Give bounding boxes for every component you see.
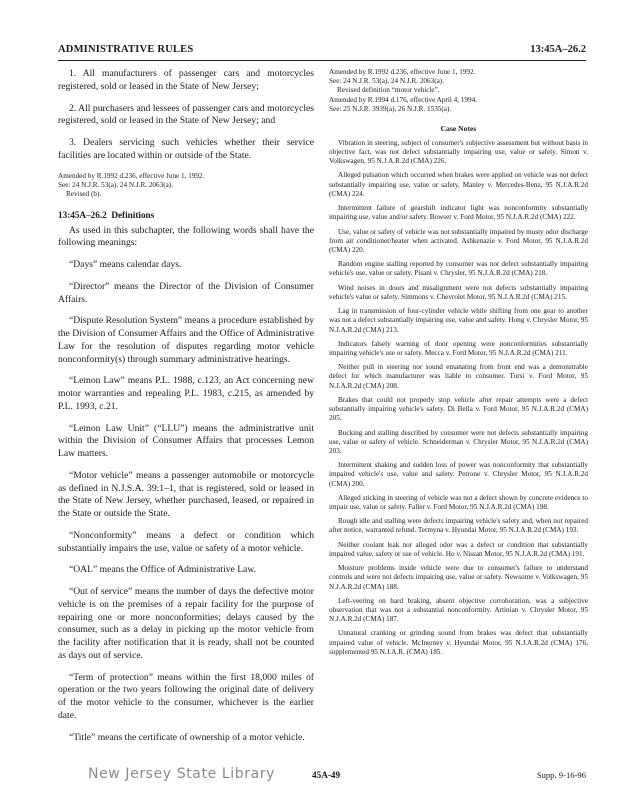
history-line: Amended by R.1992 d.236, effective June 1, 1992.	[58, 171, 205, 180]
case-note: Wind noises in doors and misalignment were not defects substantially impairing vehicle's value or safety. Simmons v. Chevrolet Motor, 95 N.J.A.R.2d (CMA) 215.	[329, 283, 588, 301]
definition: “Director” means the Director of the Division of Consumer Affairs.	[58, 280, 314, 305]
case-note: Brakes that could not properly stop vehicle after repair attempts were a defect substantially impairing vehicle's safety. Di Bella v. Ford Motor, 95 N.J.A.R.2d (CMA) 205.	[329, 395, 588, 423]
history-line: See: 24 N.J.R. 53(a), 24 N.J.R. 2063(a).	[329, 77, 444, 86]
definition: “Term of protection” means within the first 18,000 miles of operation or the two years following the original date of delivery of the motor vehicle to the consumer, whichever is the earlier date.	[58, 671, 314, 721]
definition: “Lemon Law Unit” (“LLU”) means the administrative unit within the Division of Consumer Affairs that processes Lemon Law matters.	[58, 422, 314, 460]
header-section-number: 13:45A–26.2	[530, 44, 586, 55]
case-note: Indicators falsely warning of door opening were nonconformities substantially impairing vehicle's use or safety. Mecca v. Ford Motor, 95 N.J.A.R.2d (CMA) 211.	[329, 339, 588, 357]
history-line: Revised (b).	[66, 189, 102, 198]
section-number: 13:45A–26.2	[58, 209, 107, 220]
case-note: Random engine stalling reported by consumer was not defect substantially impairing vehicle's use, value or safety. Pisani v. Chrysler, 95 N.J.A.R.2d (CMA) 218.	[329, 260, 588, 278]
definition: “Days” means calendar days.	[69, 259, 182, 271]
section-intro: As used in this subchapter, the following words shall have the following meanings:	[58, 224, 314, 249]
case-notes-heading: Case Notes	[440, 124, 477, 134]
supplement-date: Supp. 9-16-96	[536, 770, 586, 780]
definition: “Dispute Resolution System” means a procedure established by the Division of Consumer Affairs and the Office of Administrative Law for the resolution of disputes regarding motor vehicle nonconformity(s) through summary administrative hearings.	[58, 315, 314, 365]
library-stamp: New Jersey State Library	[88, 766, 275, 782]
header-title: ADMINISTRATIVE RULES	[58, 44, 194, 55]
case-note: Unnatural cranking or grinding sound from brakes was defect that substantially impaired value of vehicle. McInerney v. Hyundai Motor, 95 N.J.A.R.2d (CMA) 176, supplemented 95 N.J.A.R. (CMA) 185.	[329, 629, 588, 656]
list-item: 2. All purchasers and lessees of passenger cars and motorcycles registered, sold or leased in the State of New Jersey; and	[58, 102, 314, 127]
list-item: 3. Dealers servicing such vehicles whether their service facilities are located within or outside of the State.	[58, 137, 314, 161]
case-note: Lag in transmission of four-cylinder vehicle while shifting from one gear to another was not a defect substantially impairing use, value and safety. Hong v. Chrysler Motor, 95 N.J.A.R.2d (CMA) 213.	[329, 307, 588, 334]
history-note	[58, 172, 314, 199]
history-line: See: 24 N.J.R. 53(a), 24 N.J.R. 2063(a).	[58, 180, 173, 189]
section-heading	[58, 209, 314, 221]
case-note: Use, value or safety of vehicle was not substantially impaired by musty odor discharge from air conditioner/heater when activated. Ashkenazie v. Ford Motor, 95 N.J.A.R.2d (CMA) 220.	[329, 227, 588, 254]
case-note: Vibration in steering, subject of consumer's subjective assessment but without basis in objective fact, was not defect substantially impairing use, value or safety. Simon v. Volkswagen, 95 N.J.A.R.2d (CMA) 226.	[329, 138, 588, 166]
history-line: Revised definition “motor vehicle”.	[337, 86, 440, 95]
right-column	[329, 68, 588, 662]
left-column	[58, 68, 314, 753]
definition: “Lemon Law” means P.L. 1988, c.123, an Act concerning new motor warranties and repealing P.L. 1983, c.215, as amended by P.L. 1993, c.21.	[58, 375, 314, 412]
definition: “Motor vehicle” means a passenger automobile or motorcycle as defined in N.J.S.A. 39:1–1, that is registered, sold or leased in the State of New Jersey, whether purchased, leased, or repaired in the State or outside the State.	[58, 469, 314, 520]
definition: “Title” means the certificate of ownership of a motor vehicle.	[69, 731, 305, 743]
case-note: Neither coolant leak nor alleged odor was a defect or condition that substantially impaired value, safety or use of vehicle. Ho v. Nissan Motor, 95 N.J.A.R.2d (CMA) 191.	[329, 540, 588, 558]
case-note: Neither pull in steering nor sound emanating from front end was a demonstrable defect for which manufacturer was liable to consumer. Tursi v. Ford Motor, 95 N.J.A.R.2d (CMA) 208.	[329, 363, 588, 390]
case-note: Rough idle and stalling were defects impairing vehicle's safety and, when not repaired after notice, warranted refund. Termyna v. Hyundai Motor, 95 N.J.A.R.2d (CMA) 193.	[329, 517, 588, 535]
definition: “Nonconformity” means a defect or condition which substantially impairs the use, value or safety of a motor vehicle.	[58, 529, 314, 554]
case-note: Intermittent shaking and sudden loss of power was nonconformity that substantially impaired vehicle's use, value and safety. Petrone v. Chrysler Motor, 95 N.J.A.R.2d (CMA) 200.	[329, 461, 588, 488]
header-rule	[58, 60, 586, 61]
definition: “Out of service” means the number of days the defective motor vehicle is on the premises of a repair facility for the purpose of repairing one or more nonconformities; delays caused by the consumer, such as a delay in picking up the motor vehicle from the facility after notification that it is ready, shall not be counted as days out of service.	[58, 586, 314, 661]
history-note	[329, 68, 588, 114]
list-item: 1. All manufacturers of passenger cars and motorcycles registered, sold or leased in the State of New Jersey;	[58, 68, 314, 92]
page-number: 45A-49	[312, 770, 341, 780]
definition: “OAL” means the Office of Administrative Law.	[69, 564, 257, 576]
case-note: Intermittent failure of gearshift indicator light was nonconformity substantially impairing use, value and/or safety. Bowser v. Ford Motor, 95 N.J.A.R.2d (CMA) 222.	[329, 204, 588, 222]
case-note: Alleged pulsation which occurred when brakes were applied on vehicle was not defect substantially impairing use, value or safety. Manley v. Mercedes-Benz, 95 N.J.A.R.2d (CMA) 224.	[329, 171, 588, 198]
case-note: Moisture problems inside vehicle were due to consumer's failure to understand controls and were not defects impairing use, value or safety. Newsome v. Volkswagen, 95 N.J.A.R.2d (CMA) 188.	[329, 564, 588, 591]
history-line: See: 25 N.J.R. 3939(a), 26 N.J.R. 1535(a).	[329, 104, 452, 113]
section-title: Definitions	[111, 209, 155, 220]
case-note: Left-veering on hard braking, absent objective corroboration, was a subjective observation that was not a substantial nonconformity. Artinian v. Chrysler Motor, 95 N.J.A.R.2d (CMA) 187.	[329, 596, 588, 624]
case-note: Bucking and stalling described by consumer were not defects substantially impairing use, value or safety of vehicle. Schneiderman v. Chrysler Motor, 95 N.J.A.R.2d (CMA) 203.	[329, 428, 588, 455]
case-note: Alleged sticking in steering of vehicle was not a defect shown by concrete evidence to impair use, value or safety. Faller v. Ford Motor, 95 N.J.A.R.2d (CMA) 198.	[329, 493, 588, 512]
page-footer	[40, 766, 586, 786]
running-header	[40, 44, 586, 58]
history-line: Amended by R.1992 d.236, effective June 1, 1992.	[329, 68, 476, 76]
history-line: Amended by R.1994 d.176, effective April 4, 1994.	[329, 95, 477, 104]
